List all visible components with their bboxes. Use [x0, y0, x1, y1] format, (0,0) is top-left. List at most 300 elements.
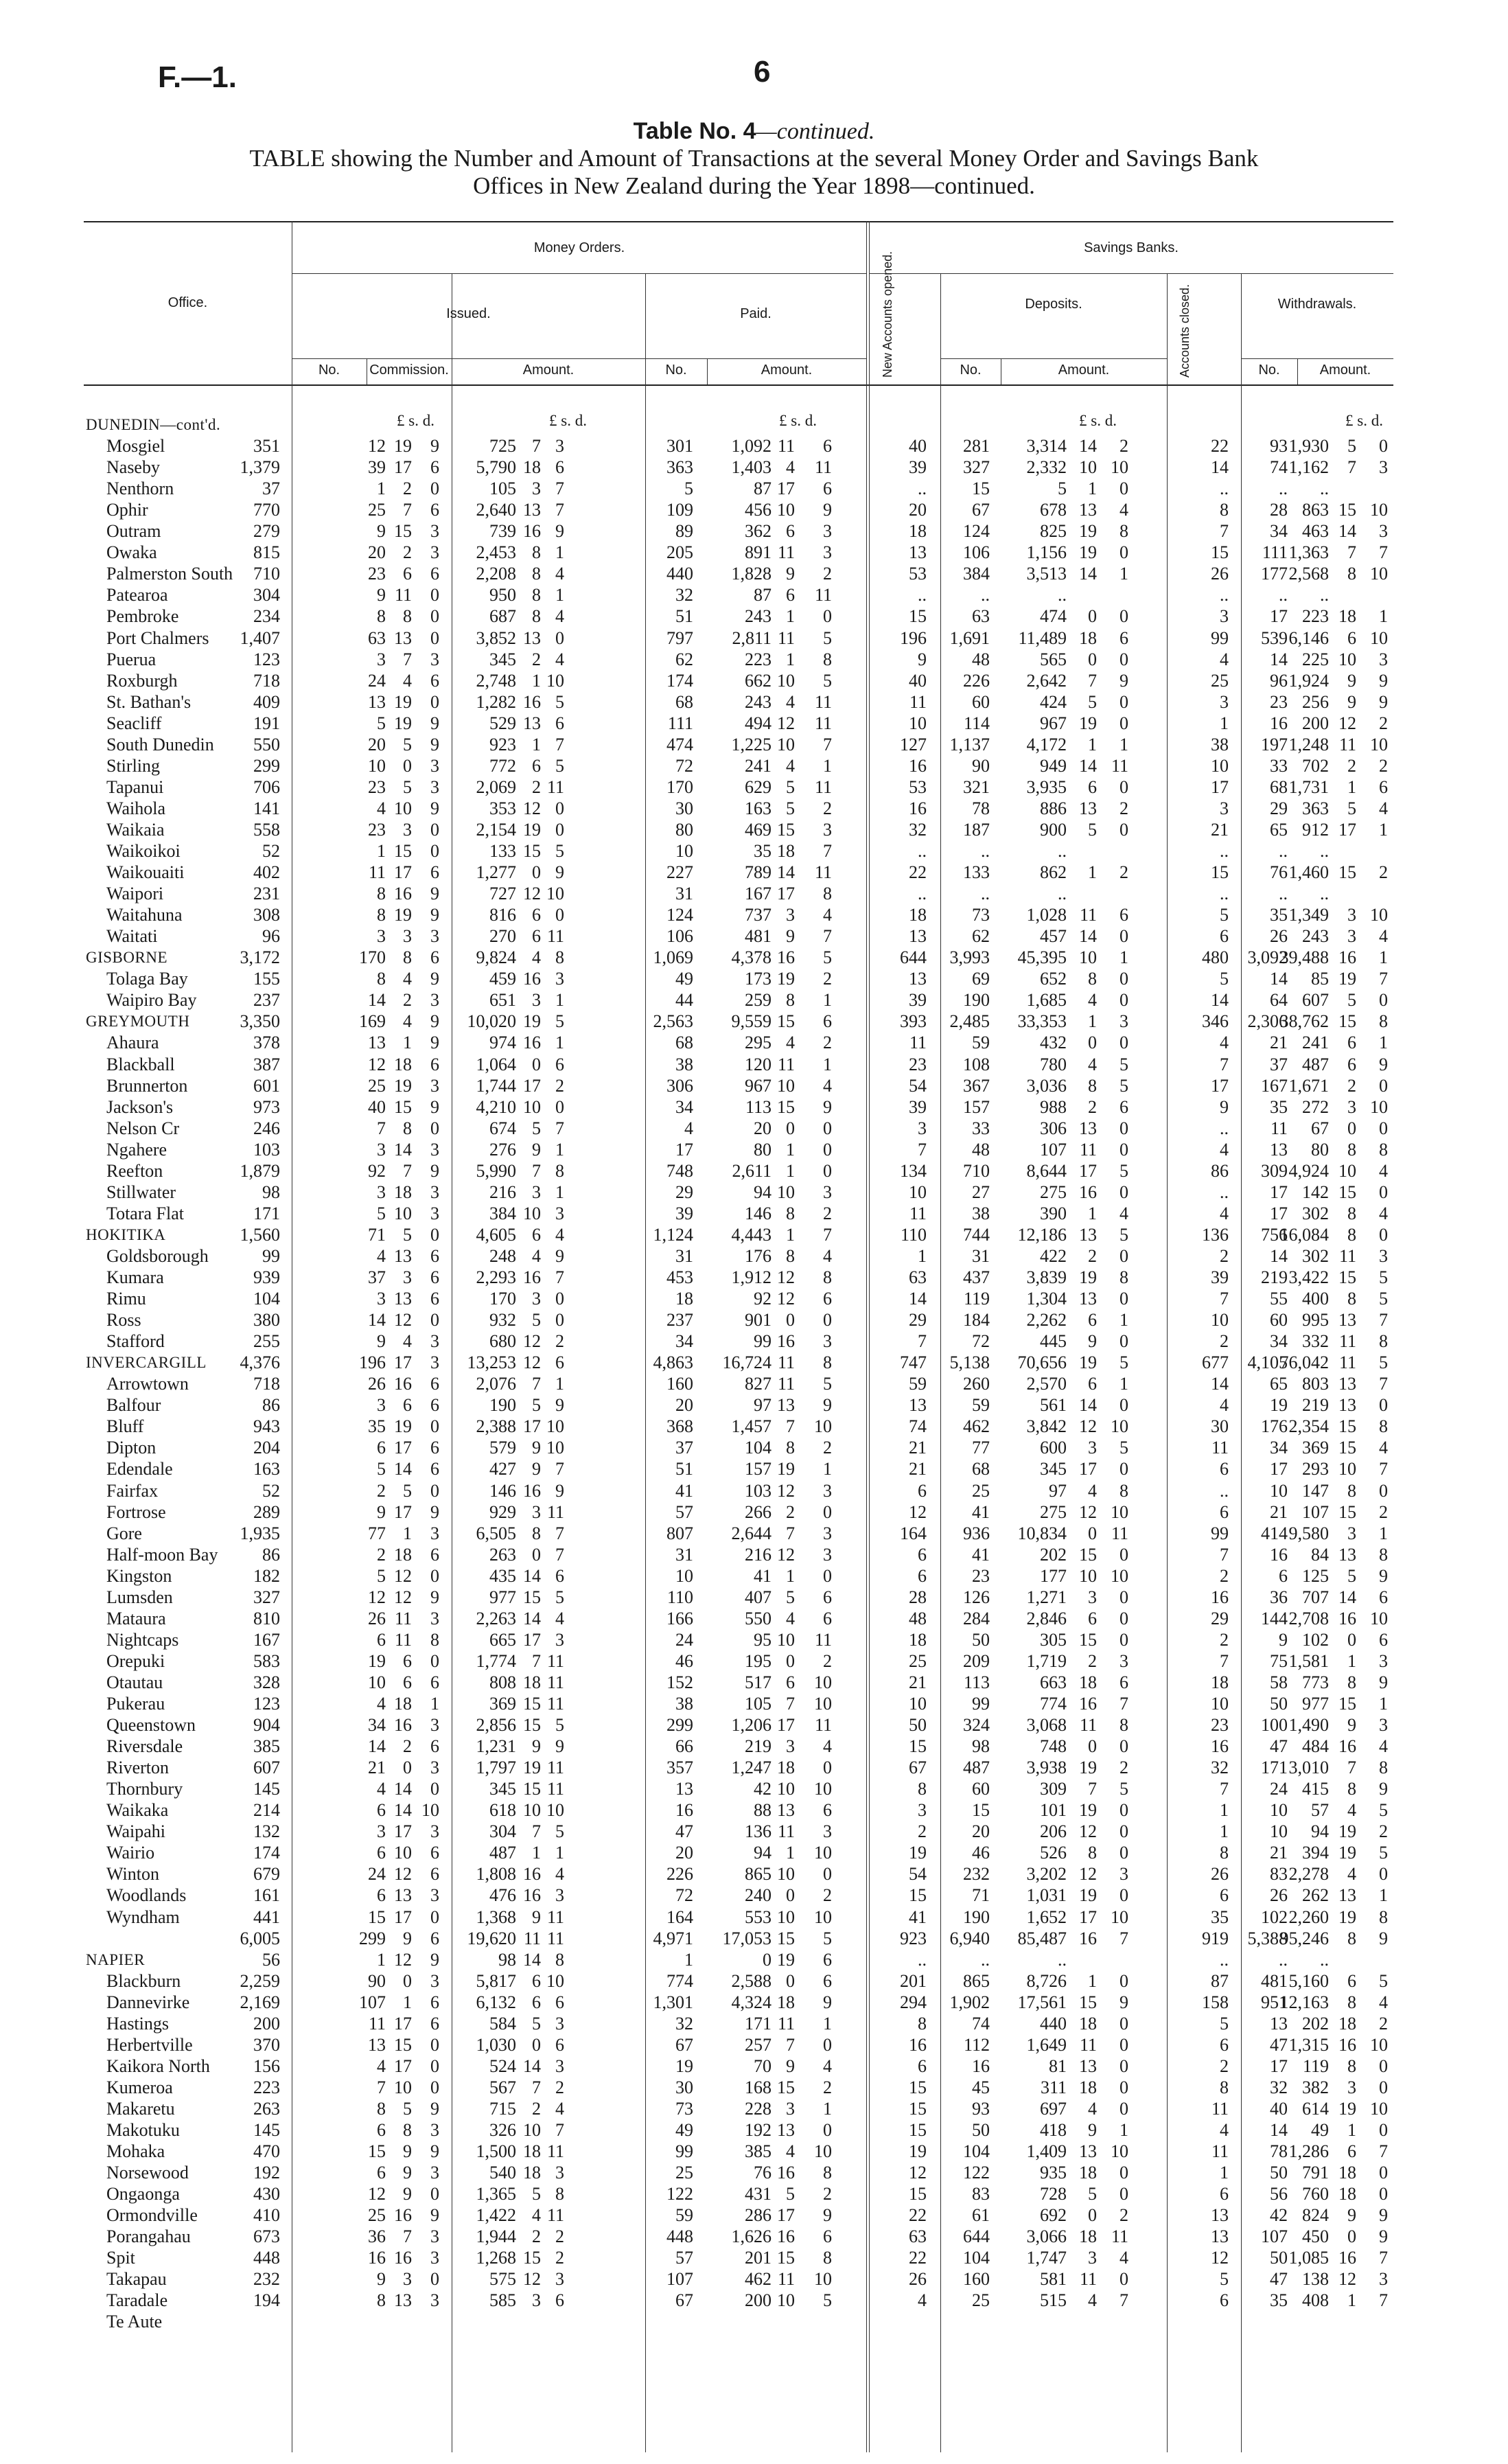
table-cell: 824: [1302, 2205, 1329, 2226]
units-paid-amount: £ s. d.: [779, 412, 817, 429]
table-cell: 3: [532, 1501, 541, 1522]
table-cell: 10: [1270, 1480, 1288, 1501]
table-cell: 2: [1379, 1821, 1388, 1842]
table-cell: 1,652: [1026, 1907, 1067, 1927]
table-cell: 0: [1379, 2056, 1388, 2076]
table-cell: 299: [253, 755, 280, 776]
table-cell: 32: [675, 585, 693, 606]
table-cell: 74: [972, 2013, 990, 2034]
table-cell: 0: [430, 2034, 439, 2055]
table-cell: 1: [1379, 1523, 1388, 1543]
table-cell: 0: [430, 841, 439, 861]
office-name: Balfour: [106, 1395, 161, 1416]
table-cell: 219: [1302, 1395, 1329, 1416]
table-cell: 4: [1379, 1736, 1388, 1757]
table-row: [0, 1480, 1508, 1501]
table-cell: 901: [745, 1310, 772, 1331]
table-cell: 107: [1261, 2226, 1288, 2247]
table-cell: 0: [430, 606, 439, 627]
table-cell: 72: [675, 755, 693, 776]
office-name: Otautau: [106, 1672, 163, 1692]
table-cell: 8: [1220, 1843, 1229, 1863]
office-name: Outram: [106, 521, 161, 542]
table-cell: 550: [745, 1608, 772, 1628]
table-cell: 17: [777, 479, 795, 499]
table-cell: 14: [1079, 755, 1097, 776]
table-cell: 228: [745, 2098, 772, 2119]
table-cell: 6: [430, 1438, 439, 1458]
table-cell: 160: [666, 1374, 693, 1394]
table-cell: 1,422: [476, 2205, 516, 2226]
table-cell: 4: [823, 2056, 832, 2076]
table-cell: 13: [394, 1885, 412, 1906]
table-cell: 3: [823, 1182, 832, 1202]
table-cell: 11: [1211, 2141, 1229, 2162]
table-cell: 6: [377, 1438, 386, 1458]
table-cell: 120: [745, 1054, 772, 1074]
table-cell: 0: [1120, 1245, 1128, 1266]
table-cell: 10: [814, 1672, 832, 1692]
table-cell: 279: [253, 521, 280, 542]
table-cell: 6: [430, 862, 439, 883]
table-cell: 144: [1261, 1608, 1288, 1628]
table-cell: 281: [963, 436, 990, 457]
table-cell: 9: [1347, 670, 1356, 691]
table-cell: 2,708: [1288, 1608, 1329, 1628]
table-cell: 5: [823, 2290, 832, 2311]
table-cell: 435: [489, 1565, 516, 1586]
table-cell: 4: [555, 564, 564, 584]
table-cell: 0: [1379, 1480, 1388, 1501]
table-cell: 90: [368, 1970, 386, 1991]
table-cell: 2,568: [1288, 564, 1329, 584]
table-cell: 2: [1220, 2056, 1229, 2076]
table-cell: 110: [900, 1224, 927, 1245]
table-cell: 13: [1338, 1374, 1356, 1394]
table-cell: 41: [972, 1544, 990, 1565]
table-cell: 89: [675, 521, 693, 542]
table-cell: 19: [777, 1459, 795, 1479]
table-cell: 113: [963, 1672, 990, 1692]
table-cell: 0: [430, 1416, 439, 1437]
table-cell: 9: [786, 2056, 795, 2076]
table-cell: 98: [498, 1949, 516, 1970]
table-cell: 10: [523, 1800, 541, 1821]
table-cell: 10: [368, 1672, 386, 1692]
table-cell: 3,852: [476, 627, 516, 648]
table-cell: 9: [430, 1033, 439, 1053]
table-cell: 11: [1111, 1523, 1128, 1543]
table-cell: 191: [253, 713, 280, 733]
table-cell: 3: [532, 990, 541, 1011]
table-cell: 4: [1220, 2120, 1229, 2140]
table-cell: 13: [1079, 2056, 1097, 2076]
table-cell: 457: [1040, 926, 1067, 947]
table-cell: 0: [1120, 1395, 1128, 1416]
table-cell: 104: [963, 2248, 990, 2268]
office-name: Orepuki: [106, 1650, 165, 1671]
table-cell: 10: [1370, 1608, 1388, 1628]
table-cell: 728: [1040, 2184, 1067, 2204]
table-cell: 50: [972, 2120, 990, 2140]
table-cell: 76: [754, 2163, 772, 2183]
table-cell: 227: [666, 862, 693, 883]
table-cell: 40: [909, 436, 927, 457]
office-name: Dipton: [106, 1438, 156, 1458]
office-name: Tolaga Bay: [106, 969, 188, 989]
table-cell: 9: [1379, 1779, 1388, 1799]
table-cell: 1: [823, 2098, 832, 2119]
table-cell: 286: [745, 2205, 772, 2226]
table-cell: 4: [786, 755, 795, 776]
table-cell: 25: [909, 1650, 927, 1671]
table-cell: 16: [777, 2226, 795, 2247]
table-cell: 3: [430, 1523, 439, 1543]
table-cell: 2: [403, 990, 412, 1011]
table-cell: 380: [253, 1310, 280, 1331]
table-cell: 10: [1270, 1800, 1288, 1821]
table-cell: 10: [1079, 1565, 1097, 1586]
table-cell: 2: [1120, 862, 1128, 883]
table-cell: 71: [972, 1885, 990, 1906]
table-row: [0, 2311, 1508, 2332]
table-cell: 13: [1270, 2013, 1288, 2034]
table-cell: 553: [745, 1907, 772, 1927]
table-cell: 1: [403, 1523, 412, 1543]
table-cell: 19: [523, 819, 541, 840]
table-cell: 440: [1040, 2013, 1067, 2034]
table-cell: 5,817: [476, 1970, 516, 1991]
table-cell: 2: [1088, 1096, 1097, 1117]
table-cell: 10: [675, 1565, 693, 1586]
table-cell: 6: [1379, 776, 1388, 797]
table-cell: 402: [253, 862, 280, 883]
table-cell: 6: [555, 457, 564, 478]
table-cell: 12: [523, 1352, 541, 1373]
table-cell: 10: [909, 713, 927, 733]
table-cell: 6,940: [949, 1928, 990, 1948]
table-cell: 9: [823, 1395, 832, 1416]
table-cell: 4: [1220, 1033, 1229, 1053]
table-cell: 78: [1270, 2141, 1288, 2162]
table-cell: 11: [1338, 1352, 1356, 1373]
table-cell: 10: [777, 2290, 795, 2311]
office-name: Naseby: [106, 457, 160, 478]
table-cell: 480: [1202, 947, 1229, 968]
table-cell: 14: [368, 1310, 386, 1331]
table-cell: 2,259: [240, 1970, 280, 1991]
table-row: [0, 2162, 1508, 2183]
table-cell: 11: [1111, 755, 1128, 776]
table-cell: 40: [368, 1096, 386, 1117]
table-cell: 3: [823, 1331, 832, 1352]
office-name: Nightcaps: [106, 1629, 179, 1650]
table-cell: 469: [745, 819, 772, 840]
table-cell: 14: [1211, 457, 1229, 478]
table-cell: 17: [1270, 606, 1288, 627]
table-cell: 15: [972, 1800, 990, 1821]
table-cell: 45,395: [1017, 947, 1067, 968]
table-cell: 16: [394, 2248, 412, 2268]
table-cell: 441: [253, 1907, 280, 1927]
table-cell: 132: [253, 1821, 280, 1842]
table-cell: 10: [1338, 1160, 1356, 1181]
table-cell: 306: [1040, 1118, 1067, 1138]
table-cell: 3: [430, 2248, 439, 2268]
table-cell: 324: [963, 1715, 990, 1736]
table-cell: 10: [814, 1907, 832, 1927]
table-cell: 34: [1270, 521, 1288, 542]
table-cell: 11: [546, 1672, 564, 1692]
table-cell: 18: [1211, 1672, 1229, 1692]
table-row: [0, 1224, 1508, 1245]
table-cell: 0: [1088, 2205, 1097, 2226]
table-cell: 19: [777, 969, 795, 989]
table-cell: 3: [1347, 2077, 1356, 2097]
table-cell: 4: [555, 1224, 564, 1245]
table-cell: 6: [532, 905, 541, 925]
table-row: [0, 2247, 1508, 2268]
table-row: [0, 1458, 1508, 1479]
table-cell: 28: [909, 1587, 927, 1607]
table-cell: 214: [253, 1800, 280, 1821]
table-cell: 3: [430, 1758, 439, 1778]
table-cell: 11: [368, 862, 386, 883]
table-cell: 55: [1270, 1289, 1288, 1309]
office-name: Nelson Cr: [106, 1118, 180, 1138]
table-cell: 1: [1347, 776, 1356, 797]
table-cell: 3: [823, 521, 832, 542]
table-cell: 2,262: [1026, 1310, 1067, 1331]
table-cell: 5: [532, 1310, 541, 1331]
table-cell: 810: [253, 1608, 280, 1628]
table-cell: 977: [489, 1587, 516, 1607]
table-cell: 11: [777, 436, 795, 457]
table-cell: 6: [1120, 1672, 1128, 1692]
table-cell: 10: [1370, 734, 1388, 755]
table-cell: 10: [814, 2141, 832, 2162]
table-cell: 39: [909, 990, 927, 1011]
table-cell: 93: [1270, 436, 1288, 457]
table-cell: 47: [1270, 2269, 1288, 2290]
table-cell: 11: [777, 1054, 795, 1074]
table-cell: 10: [1111, 1565, 1128, 1586]
table-cell: 4: [1379, 926, 1388, 947]
table-cell: 5: [377, 713, 386, 733]
table-cell: 19: [1079, 1267, 1097, 1287]
table-cell: 4: [1347, 1864, 1356, 1885]
table-cell: 21: [1270, 1501, 1288, 1522]
office-name: Porangahau: [106, 2226, 191, 2247]
table-cell: 19: [1079, 542, 1097, 563]
table-cell: 12: [1079, 1501, 1097, 1522]
table-cell: 176: [1261, 1416, 1288, 1437]
table-cell: 0: [1379, 2184, 1388, 2204]
table-cell: 8: [377, 969, 386, 989]
table-cell: 4: [1379, 1992, 1388, 2012]
table-cell: 9: [430, 1160, 439, 1181]
table-cell: 3: [377, 926, 386, 947]
table-cell: 4: [555, 1864, 564, 1885]
table-cell: 328: [253, 1672, 280, 1692]
table-cell: 136: [1202, 1224, 1229, 1245]
table-cell: 0: [1379, 1182, 1388, 1202]
table-cell: 24: [368, 1864, 386, 1885]
table-cell: 67: [909, 1758, 927, 1778]
table-cell: 23: [368, 564, 386, 584]
table-cell: 6: [1347, 1033, 1356, 1053]
table-cell: 126: [963, 1587, 990, 1607]
table-cell: 19: [777, 1949, 795, 1970]
table-cell: 1: [786, 1160, 795, 1181]
table-cell: 1,808: [476, 1864, 516, 1885]
table-cell: 17: [1211, 776, 1229, 797]
table-cell: 0: [1379, 1118, 1388, 1138]
table-cell: 9: [1279, 1629, 1288, 1650]
table-row: [0, 499, 1508, 520]
table-cell: ..: [1220, 884, 1229, 904]
table-cell: 7: [918, 1331, 927, 1352]
table-cell: 3: [1088, 2248, 1097, 2268]
table-cell: 7: [786, 1694, 795, 1714]
table-cell: 4,443: [731, 1224, 772, 1245]
table-cell: 6: [786, 1672, 795, 1692]
table-cell: 5: [1347, 436, 1356, 457]
table-cell: 0: [532, 1544, 541, 1565]
header-savings-banks: Savings Banks.: [1084, 240, 1179, 255]
table-cell: 5: [1379, 1970, 1388, 1991]
table-cell: 0: [555, 627, 564, 648]
table-cell: 15: [1338, 1501, 1356, 1522]
title-line-1: TABLE showing the Number and Amount of Transactions at the several Money Order and Savings Bank: [249, 145, 1259, 172]
table-cell: 579: [489, 1438, 516, 1458]
table-cell: 727: [489, 884, 516, 904]
table-cell: 6: [377, 1800, 386, 1821]
table-cell: 8: [1379, 1416, 1388, 1437]
table-cell: 97: [754, 1395, 772, 1416]
table-cell: 7: [403, 2226, 412, 2247]
table-cell: 5: [823, 1374, 832, 1394]
table-cell: 6: [1088, 1608, 1097, 1628]
table-cell: 1: [403, 1033, 412, 1053]
table-cell: 15: [394, 521, 412, 542]
table-cell: 54: [909, 1864, 927, 1885]
table-cell: 60: [972, 691, 990, 712]
table-cell: 816: [489, 905, 516, 925]
table-cell: 8: [1220, 2077, 1229, 2097]
table-cell: 8: [1379, 1758, 1388, 1778]
table-cell: 3,010: [1288, 1758, 1329, 1778]
table-cell: 0: [555, 798, 564, 818]
table-cell: 197: [1261, 734, 1288, 755]
table-cell: 19: [394, 691, 412, 712]
table-cell: 225: [1302, 649, 1329, 669]
table-cell: 78: [972, 798, 990, 818]
table-cell: 262: [1302, 1885, 1329, 1906]
table-cell: 13: [1079, 1118, 1097, 1138]
table-cell: 7: [403, 649, 412, 669]
table-cell: 10: [777, 734, 795, 755]
table-cell: 102: [1302, 1629, 1329, 1650]
table-cell: 529: [489, 713, 516, 733]
table-cell: 977: [1302, 1694, 1329, 1714]
table-cell: 31: [675, 884, 693, 904]
table-cell: 16: [523, 1864, 541, 1885]
table-cell: 223: [253, 2077, 280, 2097]
table-cell: 13: [1270, 1139, 1288, 1160]
table-cell: 4: [1088, 1480, 1097, 1501]
table-cell: 11: [546, 1907, 564, 1927]
table-cell: 585: [489, 2290, 516, 2311]
table-cell: 4: [555, 1608, 564, 1628]
table-cell: 11,489: [1018, 627, 1067, 648]
header-commission: Commission.: [369, 362, 449, 378]
table-cell: 4: [1220, 1395, 1229, 1416]
table-cell: 190: [489, 1395, 516, 1416]
table-cell: 10: [1370, 500, 1388, 520]
table-row: [0, 1373, 1508, 1394]
table-cell: 241: [1302, 1033, 1329, 1053]
office-name: Winton: [106, 1864, 159, 1885]
office-name: Reefton: [106, 1160, 163, 1181]
table-cell: 1: [403, 1992, 412, 2012]
table-cell: 17: [1270, 2056, 1288, 2076]
table-cell: 6: [1220, 926, 1229, 947]
table-cell: 255: [253, 1331, 280, 1352]
table-cell: 4: [403, 969, 412, 989]
table-cell: 3: [555, 436, 564, 457]
table-cell: 4: [555, 649, 564, 669]
table-label-text: Table No. 4: [633, 118, 756, 144]
table-cell: 14: [1338, 521, 1356, 542]
table-cell: 219: [745, 1736, 772, 1757]
table-cell: 74: [1270, 457, 1288, 478]
table-cell: 35: [1211, 1907, 1229, 1927]
table-cell: 1: [684, 1949, 693, 1970]
table-cell: 1: [532, 734, 541, 755]
table-cell: 41: [972, 1501, 990, 1522]
table-cell: 29: [909, 1310, 927, 1331]
table-cell: 13,253: [467, 1352, 516, 1373]
header-deposits-amount: Amount.: [1058, 362, 1110, 378]
table-cell: 1: [1088, 1203, 1097, 1223]
table-cell: 8: [1347, 1224, 1356, 1245]
table-cell: 29: [1211, 1608, 1229, 1628]
table-cell: 204: [253, 1438, 280, 1458]
table-cell: 25: [368, 1075, 386, 1096]
header-paid-no: No.: [665, 362, 687, 378]
table-cell: 5: [377, 1565, 386, 1586]
table-cell: 2: [1120, 436, 1128, 457]
table-cell: 967: [745, 1075, 772, 1096]
table-cell: 4: [918, 2290, 927, 2311]
table-cell: 10: [1270, 1821, 1288, 1842]
table-cell: ..: [1279, 884, 1288, 904]
table-cell: 7: [1379, 2141, 1388, 2162]
table-cell: 65: [1270, 819, 1288, 840]
table-cell: 9: [377, 2269, 386, 2290]
table-cell: 3: [430, 776, 439, 797]
table-cell: 6: [430, 1374, 439, 1394]
table-cell: 11: [394, 1608, 412, 1628]
table-cell: 275: [1040, 1182, 1067, 1202]
table-cell: 119: [1302, 2056, 1329, 2076]
table-cell: 64: [1270, 990, 1288, 1011]
table-cell: 155: [253, 969, 280, 989]
table-cell: 8: [1347, 1779, 1356, 1799]
table-cell: 6: [555, 1054, 564, 1074]
office-name: Riversdale: [106, 1736, 183, 1757]
